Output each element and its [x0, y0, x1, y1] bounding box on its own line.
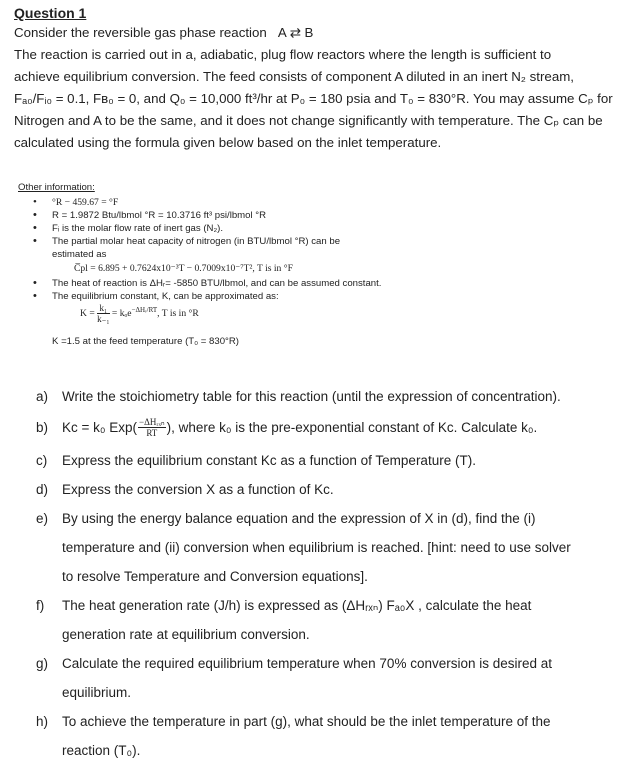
- part-f: [36, 591, 636, 649]
- part-text: Write the stoichiometry table for this reaction (until the expression of concentration).: [62, 389, 561, 404]
- kc-prefix: Kc = k₀ Exp(: [62, 420, 138, 435]
- part-g: [36, 649, 636, 707]
- k-numerator: k₁: [97, 303, 109, 314]
- part-text: reaction (T₀).: [62, 743, 141, 758]
- paragraph-line: The reaction is carried out in a, adiabatic, plug flow reactors where the length is sufficient to: [14, 47, 552, 62]
- part-label: e): [36, 511, 49, 526]
- kc-suffix: ), where k₀ is the pre-exponential constant of Kc. Calculate k₀.: [166, 420, 538, 435]
- kc-fraction: [138, 417, 166, 439]
- paragraph-line: achieve equilibrium conversion. The feed consists of component A diluted in an inert N₂ stream,: [14, 69, 574, 84]
- part-text: generation rate at equilibrium conversion.: [62, 627, 310, 642]
- k-tail: , T is in °R: [157, 308, 199, 320]
- kc-numerator: −ΔHᵣₓₙ: [139, 417, 165, 428]
- other-information-box: [18, 182, 438, 349]
- reaction-equation: A ⇄ B: [277, 25, 314, 40]
- bullet-conversion: • °R − 459.67 = °F: [18, 196, 438, 209]
- part-b: [36, 413, 636, 442]
- bullet-equilibrium-constant: • The equilibrium constant, K, can be approximated as:: [18, 290, 438, 303]
- part-text: equilibrium.: [62, 685, 132, 700]
- bullet-inert-flow: • Fᵢ is the molar flow rate of inert gas (N₂).: [18, 222, 438, 235]
- intro-text: Consider the reversible gas phase reaction: [14, 25, 267, 40]
- part-label: b): [36, 420, 49, 435]
- k-mid: = kₒe: [109, 308, 132, 320]
- k-ratio: [97, 303, 109, 324]
- bullet-heat-of-reaction: • The heat of reaction is ΔHᵣ= -5850 BTU/lbmol, and can be assumed constant.: [18, 277, 438, 290]
- part-text: [62, 413, 636, 442]
- paragraph-line: Fₐ₀/Fᵢ₀ = 0.1, Fʙ₀ = 0, and Q₀ = 10,000 ft³/hr at P₀ = 180 psia and T₀ = 830°R. You may assume Cₚ for: [14, 91, 613, 106]
- equilibrium-constant-equation: [18, 303, 438, 331]
- part-text: Express the equilibrium constant Kc as a function of Temperature (T).: [62, 453, 476, 468]
- k-exponent: −ΔHᵣ/RT: [131, 306, 158, 314]
- part-label: f): [36, 598, 45, 613]
- part-c: [36, 446, 636, 475]
- k-denominator: k₋₁: [97, 314, 110, 325]
- part-text: The heat generation rate (J/h) is expressed as (ΔHᵣₓₙ) Fₐ₀X , calculate the heat: [62, 598, 532, 613]
- problem-paragraph: [14, 44, 636, 154]
- question-intro: [14, 22, 636, 44]
- part-text: To achieve the temperature in part (g), what should be the inlet temperature of the: [62, 714, 551, 729]
- paragraph-line: calculated using the formula given below based on the inlet temperature.: [14, 135, 442, 150]
- question-parts: [36, 382, 636, 765]
- bullet-gas-constant: • R = 1.9872 Btu/lbmol °R = 10.3716 ft³ psi/lbmol °R: [18, 209, 438, 222]
- part-label: h): [36, 714, 49, 729]
- part-label: g): [36, 656, 49, 671]
- part-text: temperature and (ii) conversion when equilibrium is reached. [hint: need to use solver: [62, 540, 571, 555]
- part-e: [36, 504, 636, 591]
- question-title: Question 1: [14, 5, 87, 21]
- bullet-heat-capacity: • The partial molar heat capacity of nitrogen (in BTU/lbmol °R) can be: [18, 235, 438, 248]
- heat-capacity-equation: C̅pl = 6.895 + 0.7624x10⁻³T − 0.7009x10⁻⁷T², T is in °F: [74, 263, 293, 274]
- part-a: [36, 382, 636, 411]
- other-information-title: Other information:: [18, 182, 95, 193]
- bullet-heat-capacity-cont: estimated as: [52, 249, 107, 260]
- question-document: [14, 4, 636, 154]
- part-label: a): [36, 389, 49, 404]
- k-lhs: K =: [80, 308, 98, 320]
- part-label: c): [36, 453, 48, 468]
- kc-denominator: RT: [146, 428, 158, 439]
- part-text: Calculate the required equilibrium temperature when 70% conversion is desired at: [62, 656, 553, 671]
- part-text: Express the conversion X as a function of Kc.: [62, 482, 334, 497]
- part-text: to resolve Temperature and Conversion equations].: [62, 569, 368, 584]
- paragraph-line: Nitrogen and A to be the same, and it does not change significantly with temperature. The Cₚ can be: [14, 113, 603, 128]
- part-d: [36, 475, 636, 504]
- part-text: By using the energy balance equation and the expression of X in (d), find the (i): [62, 511, 536, 526]
- k-feed-value: K =1.5 at the feed temperature (T₀ = 830°R): [52, 336, 240, 347]
- part-h: [36, 707, 636, 765]
- part-label: d): [36, 482, 49, 497]
